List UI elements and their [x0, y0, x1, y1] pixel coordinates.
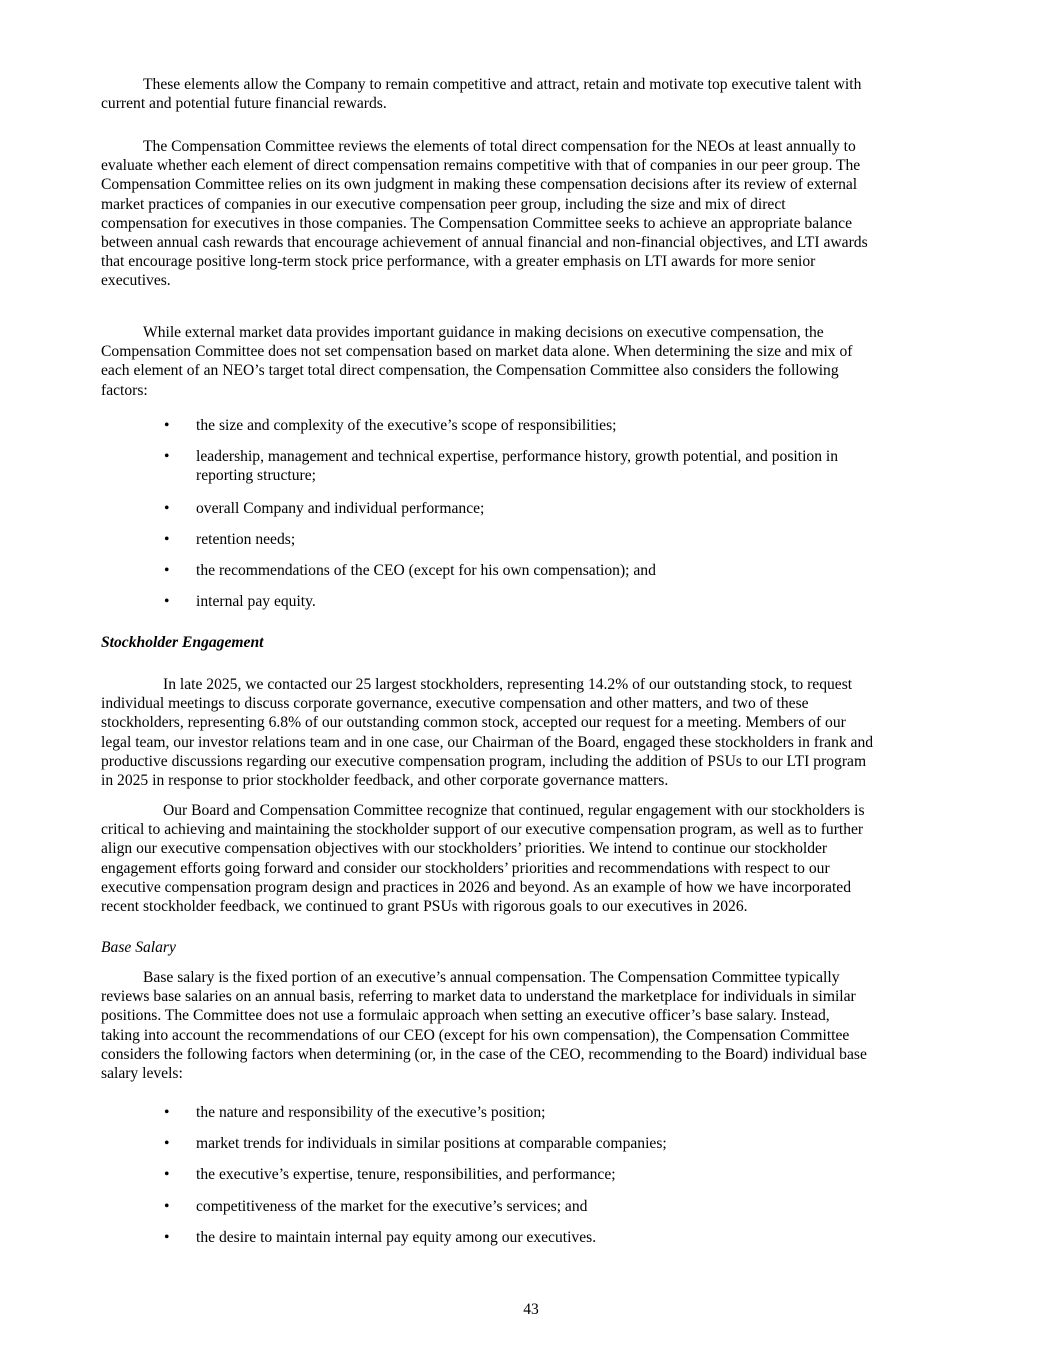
- list-item: [101, 499, 961, 518]
- list-item-text: the nature and responsibility of the executive’s position;: [196, 1104, 546, 1121]
- text-line: individual meetings to discuss corporate governance, executive compensation and other matters, and two of these: [101, 695, 809, 713]
- section-heading-base-salary: Base Salary: [101, 939, 176, 956]
- list-item-text: retention needs;: [196, 531, 296, 548]
- text-line: reviews base salaries on an annual basis, referring to market data to understand the marketplace for individuals in similar: [101, 988, 856, 1006]
- list-item-text: the recommendations of the CEO (except for his own compensation); and: [196, 562, 656, 579]
- list-item-text: the executive’s expertise, tenure, responsibilities, and performance;: [196, 1166, 616, 1183]
- text-line: compensation for executives in those companies. The Compensation Committee seeks to achieve an appropriate balance: [101, 214, 853, 232]
- bullet-icon: •: [164, 1104, 170, 1121]
- section-heading-stockholder-engagement: Stockholder Engagement: [101, 634, 264, 651]
- base-salary-paragraph: [101, 968, 961, 1083]
- bullet-icon: •: [164, 1135, 170, 1152]
- bullet-icon: •: [164, 417, 170, 434]
- bullet-icon: •: [164, 1229, 170, 1246]
- text-line: legal team, our investor relations team and in one case, our Chairman of the Board, engaged these stockholders in frank and: [101, 733, 874, 751]
- text-line: align our executive compensation objectives with our stockholders’ priorities. We intend to continue our stockholder: [101, 840, 828, 858]
- text-line: Base salary is the fixed portion of an executive’s annual compensation. The Compensation Committee typically: [143, 969, 840, 986]
- text-line: current and potential future financial rewards.: [101, 95, 387, 113]
- text-line: recent stockholder feedback, we continued to grant PSUs with rigorous goals to our executives in 2026.: [101, 897, 748, 915]
- text-line: positions. The Committee does not use a formulaic approach when setting an executive officer’s base salary. Instead,: [101, 1007, 830, 1025]
- text-line: Our Board and Compensation Committee recognize that continued, regular engagement with our stockholders is: [163, 802, 865, 819]
- text-line: stockholders, representing 6.8% of our outstanding common stock, accepted our request for a meeting. Members of our: [101, 714, 846, 732]
- text-line: In late 2025, we contacted our 25 largest stockholders, representing 14.2% of our outstanding stock, to request: [163, 676, 853, 693]
- list-item-text: the desire to maintain internal pay equity among our executives.: [196, 1229, 597, 1246]
- list-item-text: market trends for individuals in similar positions at comparable companies;: [196, 1135, 667, 1152]
- bullet-icon: •: [164, 1198, 170, 1215]
- list-item: [101, 1165, 961, 1184]
- list-item: [101, 1134, 961, 1153]
- bullet-icon: •: [164, 593, 170, 610]
- list-item-text: competitiveness of the market for the executive’s services; and: [196, 1198, 588, 1215]
- list-item-text: overall Company and individual performance;: [196, 500, 485, 517]
- page-number: 43: [523, 1301, 539, 1318]
- text-line: productive discussions regarding our executive compensation program, including the addition of PSUs to our LTI program: [101, 752, 867, 770]
- text-line: executives.: [101, 272, 171, 290]
- list-item-text: leadership, management and technical expertise, performance history, growth potential, and position in: [196, 448, 839, 465]
- text-line: each element of an NEO’s target total direct compensation, the Compensation Committee also considers the following: [101, 362, 839, 380]
- bullet-icon: •: [164, 448, 170, 465]
- text-line: The Compensation Committee reviews the elements of total direct compensation for the NEOs at least annually to: [143, 138, 856, 155]
- list-item: [101, 1103, 961, 1122]
- text-line: that encourage positive long-term stock price performance, with a greater emphasis on LTI awards for more senior: [101, 253, 816, 271]
- list-item-text: reporting structure;: [196, 467, 316, 485]
- list-item: [101, 561, 961, 580]
- engagement-commitment-paragraph: [101, 801, 961, 916]
- text-line: evaluate whether each element of direct compensation remains competitive with that of companies in our peer group. The: [101, 157, 861, 175]
- text-line: between annual cash rewards that encourage achievement of annual financial and non-financial objectives, and LTI awards: [101, 233, 868, 251]
- list-item: [101, 592, 961, 611]
- text-line: critical to achieving and maintaining the stockholder support of our executive compensation program, as well as to further: [101, 821, 864, 839]
- bullet-icon: •: [164, 562, 170, 579]
- text-line: executive compensation program design and practices in 2026 and beyond. As an example of how we have incorporated: [101, 878, 851, 896]
- list-item: [101, 1197, 961, 1216]
- text-line: While external market data provides important guidance in making decisions on executive compensation, the: [143, 324, 824, 341]
- peer-review-paragraph: [101, 137, 961, 291]
- intro-paragraph: [101, 75, 961, 113]
- text-line: Compensation Committee does not set compensation based on market data alone. When determining the size and mix of: [101, 343, 853, 361]
- list-item-text: the size and complexity of the executive’s scope of responsibilities;: [196, 417, 617, 434]
- text-line: These elements allow the Company to remain competitive and attract, retain and motivate top executive talent with: [143, 76, 862, 93]
- list-item: [101, 1228, 961, 1247]
- text-line: taking into account the recommendations of our CEO (except for his own compensation), the Compensation Committee: [101, 1026, 850, 1044]
- bullet-icon: •: [164, 531, 170, 548]
- text-line: engagement efforts going forward and consider our stockholders’ priorities and recommendations with respect to our: [101, 859, 830, 877]
- bullet-icon: •: [164, 1166, 170, 1183]
- engagement-outreach-paragraph: [101, 675, 961, 790]
- text-line: considers the following factors when determining (or, in the case of the CEO, recommending to the Board) individual base: [101, 1045, 867, 1063]
- list-item: [101, 447, 961, 485]
- text-line: salary levels:: [101, 1064, 183, 1082]
- text-line: market practices of companies in our executive compensation peer group, including the size and mix of direct: [101, 195, 786, 213]
- text-line: Compensation Committee relies on its own judgment in making these compensation decisions after its review of external: [101, 176, 858, 194]
- list-item-text: internal pay equity.: [196, 593, 316, 610]
- text-line: factors:: [101, 381, 148, 399]
- list-item: [101, 416, 961, 435]
- market-data-paragraph: [101, 323, 961, 400]
- list-item: [101, 530, 961, 549]
- text-line: in 2025 in response to prior stockholder feedback, and other corporate governance matters.: [101, 771, 669, 789]
- bullet-icon: •: [164, 500, 170, 517]
